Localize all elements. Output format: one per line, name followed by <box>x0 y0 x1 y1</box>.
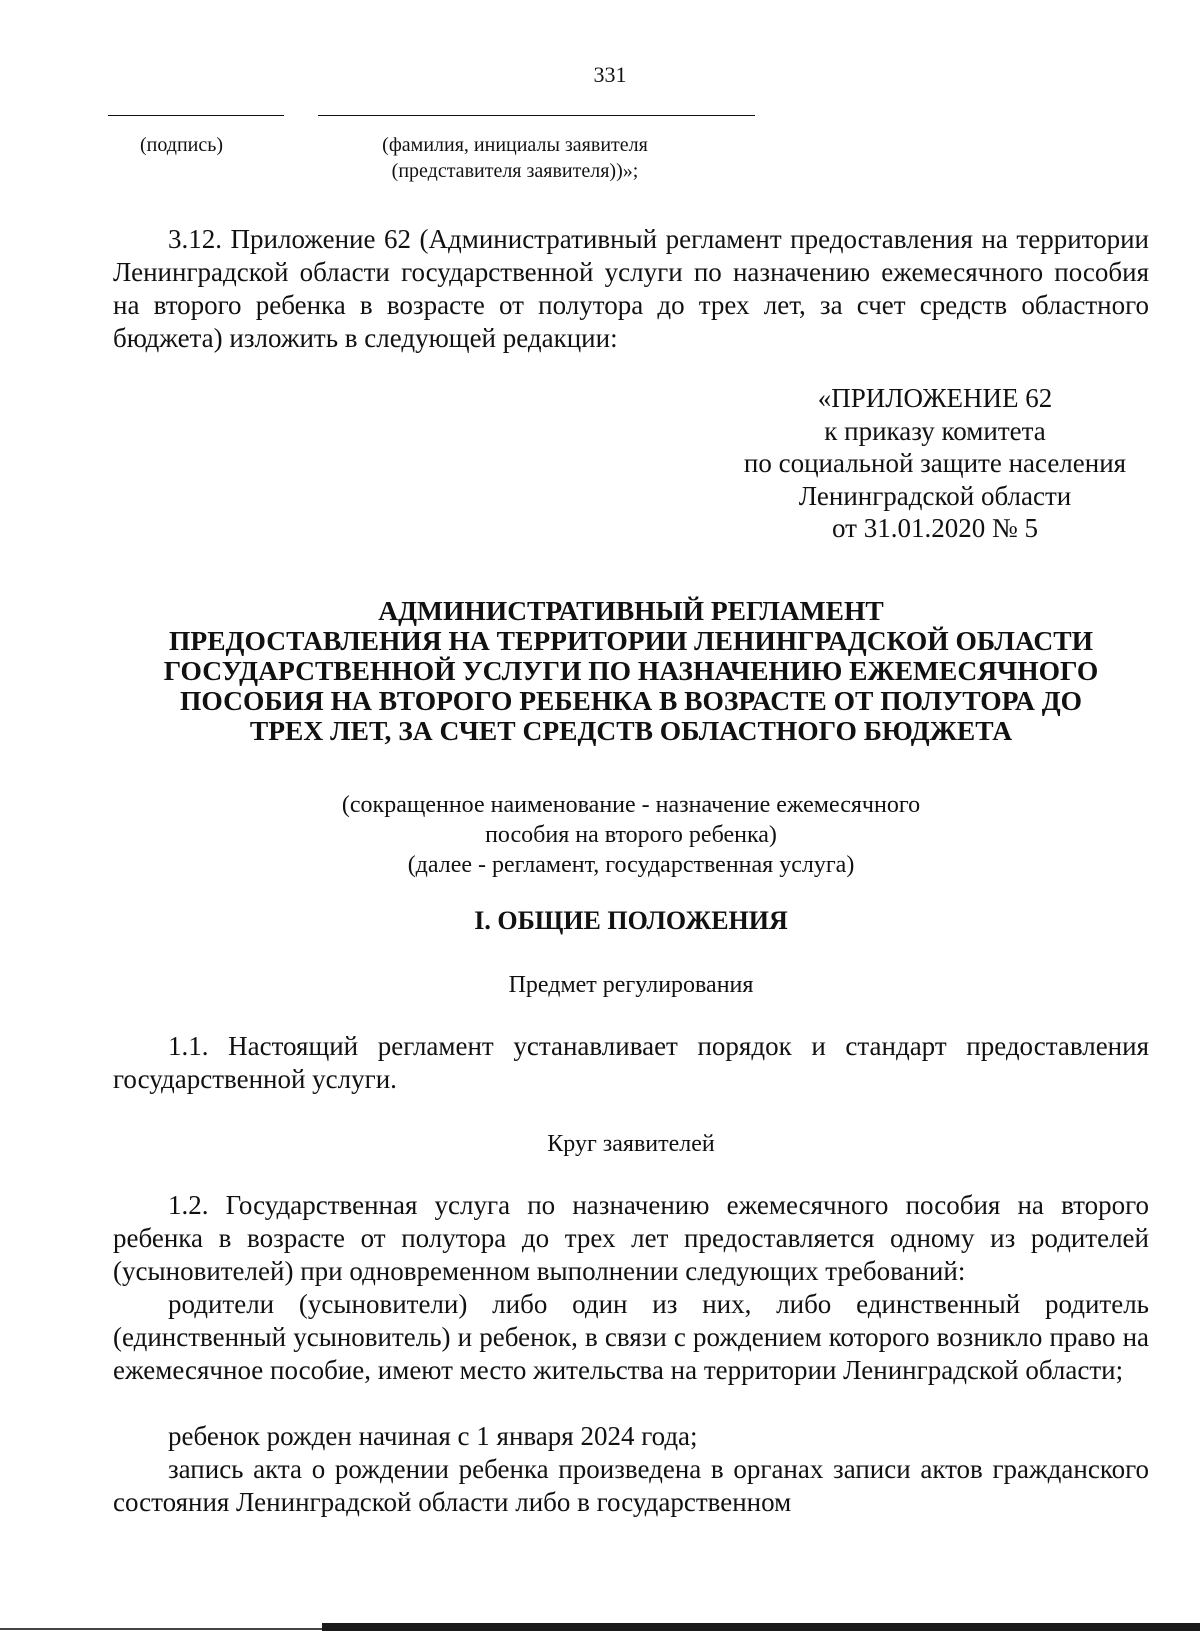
name-caption-line1: (фамилия, инициалы заявителя <box>382 134 648 156</box>
signature-line <box>108 115 284 116</box>
appendix-line1: «ПРИЛОЖЕНИЕ 62 <box>817 383 1053 413</box>
page-number: 331 <box>593 62 627 87</box>
paragraph-1-1: 1.1. Настоящий регламент устанавливает порядок и стандарт предоставления государственной услуги. <box>113 1031 1149 1094</box>
short-name <box>100 790 1162 880</box>
appendix-line5: от 31.01.2020 № 5 <box>832 513 1038 543</box>
subheading-subject: Предмет регулирования <box>508 972 754 998</box>
paragraph-1-2: 1.2. Государственная услуга по назначению ежемесячного пособия на второго ребенка в возрасте от полутора до трех лет предоставляется одному из родителей (усыновителей) при одновременном выполнении следующих требований: <box>113 1190 1149 1286</box>
section-heading: I. ОБЩИЕ ПОЛОЖЕНИЯ <box>474 906 788 935</box>
paragraph-parents: родители (усыновители) либо один из них, либо единственный родитель (единственный усыновитель) и ребенок, в связи с рождением которого возникло право на ежемесячное пособие, имеют место жительства на территории Ленинградской области; <box>113 1289 1149 1385</box>
title-line2: ПРЕДОСТАВЛЕНИЯ НА ТЕРРИТОРИИ ЛЕНИНГРАДСКОЙ ОБЛАСТИ <box>169 625 1093 656</box>
title-line1: АДМИНИСТРАТИВНЫЙ РЕГЛАМЕНТ <box>378 595 884 626</box>
name-line <box>318 115 755 116</box>
bottom-edge-line <box>0 1628 322 1630</box>
title-line4: ПОСОБИЯ НА ВТОРОГО РЕБЕНКА В ВОЗРАСТЕ ОТ ПОЛУТОРА ДО <box>179 685 1083 716</box>
subheading-applicants: Круг заявителей <box>547 1131 715 1157</box>
appendix-line3: по социальной защите населения <box>743 448 1127 478</box>
short-name-line2: пособия на второго ребенка) <box>485 822 777 848</box>
appendix-reference <box>735 382 1135 545</box>
appendix-line2: к приказу комитета <box>824 415 1046 446</box>
title-line3: ГОСУДАРСТВЕННОЙ УСЛУГИ ПО НАЗНАЧЕНИЮ ЕЖЕМЕСЯЧНОГО <box>163 655 1099 686</box>
short-name-line3: (далее - регламент, государственная услуга) <box>407 852 855 878</box>
short-name-line1: (сокращенное наименование - назначение ежемесячного <box>341 792 921 818</box>
name-caption <box>345 132 685 184</box>
paragraph-record: запись акта о рождении ребенка произведена в органах записи актов гражданского состояния Ленинградской области либо в государственном <box>113 1454 1149 1517</box>
name-caption-line2: (представителя заявителя))»; <box>391 160 639 182</box>
document-title <box>100 596 1162 746</box>
title-line5: ТРЕХ ЛЕТ, ЗА СЧЕТ СРЕДСТВ ОБЛАСТНОГО БЮДЖЕТА <box>249 715 1013 746</box>
paragraph-born: ребенок рожден начиная с 1 января 2024 года; <box>168 1421 698 1451</box>
signature-caption: (подпись) <box>140 134 224 156</box>
intro-paragraph: 3.12. Приложение 62 (Административный регламент предоставления на территории Ленинградской области государственной услуги по назначению ежемесячного пособия на второго ребенка в возрасте от полутора до трех лет, за счет средств областного бюджета) изложить в следующей редакции: <box>113 224 1149 353</box>
bottom-scan-edge <box>322 1623 1200 1631</box>
appendix-line4: Ленинградской области <box>798 480 1072 511</box>
